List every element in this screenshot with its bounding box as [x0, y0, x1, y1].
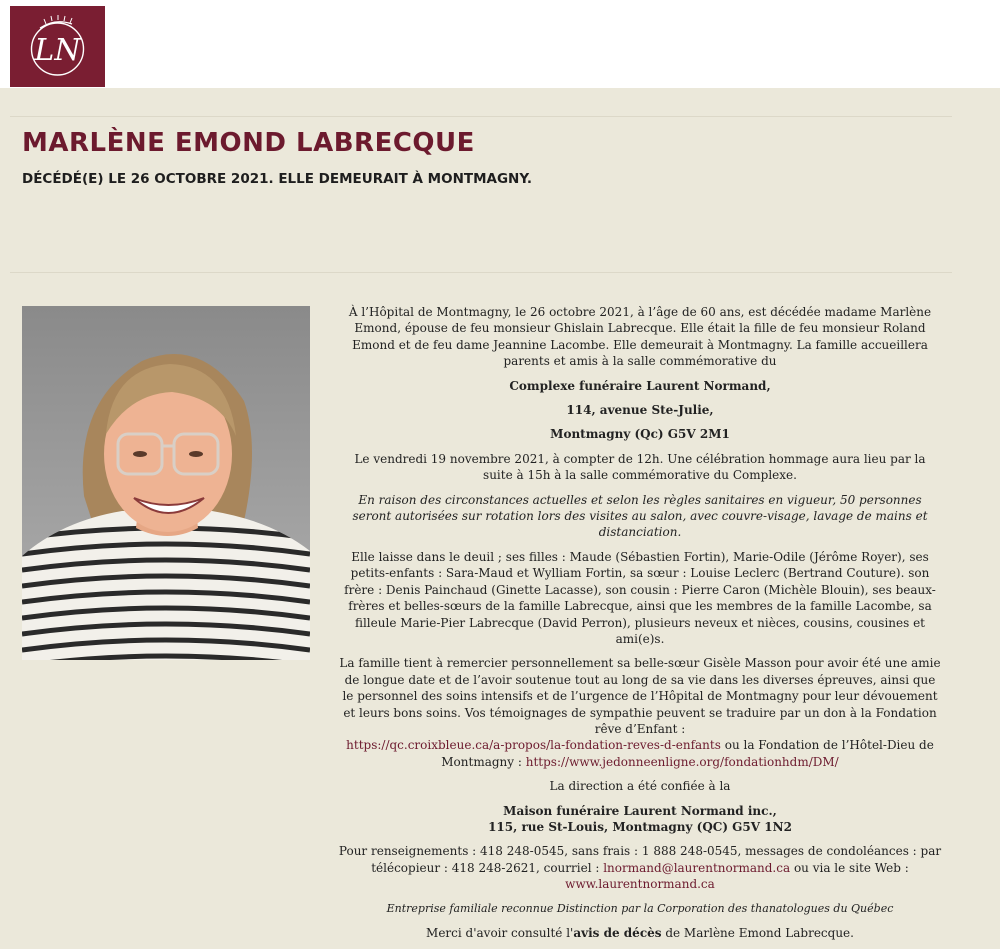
- funeral-home-block: [338, 803, 942, 836]
- donation-between-text: ou la Fondation de l’Hôtel-Dieu de Montmagny :: [441, 738, 934, 769]
- obituary-text: [338, 304, 942, 949]
- top-bar: [0, 0, 1000, 88]
- top-divider: [10, 116, 952, 117]
- contact-paragraph: [338, 843, 942, 892]
- thanks-text: La famille tient à remercier personnellement sa belle-sœur Gisèle Masson pour avoir été une amie de longue date et de l’avoir soutenue tout au long de sa vie dans les diverses épreuves, ainsi que le personnel des soins intensifs et de l’urgence de l’Hôpital de Montmagny pour leur dévouement et leurs bons soins. Vos témoignages de sympathie peuvent se traduire par un don à la Fondation rêve d’Enfant :: [339, 656, 941, 736]
- venue-city: Montmagny (Qc) G5V 2M1: [550, 427, 730, 442]
- deceased-name: MARLÈNE EMOND LABRECQUE: [22, 128, 475, 158]
- section-divider: [10, 272, 952, 273]
- distinction-text: Entreprise familiale reconnue Distinction par la Corporation des thanatologues du Québec: [386, 901, 894, 915]
- website-link[interactable]: www.laurentnormand.ca: [565, 877, 715, 892]
- deceased-photo: [22, 306, 310, 660]
- closing-prefix: Merci d'avoir consulté l': [426, 926, 574, 940]
- closing-paragraph: [338, 925, 942, 941]
- venue-street: 114, avenue Ste-Julie,: [566, 403, 714, 418]
- schedule-text: Le vendredi 19 novembre 2021, à compter de 12h. Une célébration hommage aura lieu par la suite à 15h à la salle commémorative du Complexe.: [354, 451, 926, 483]
- closing-bold: avis de décès: [573, 926, 662, 940]
- family-text: Elle laisse dans le deuil ; ses filles : Maude (Sébastien Fortin), Marie-Odile (Jérôme Royer), ses petits-enfants : Sara-Maud et Wylliam Fortin, sa sœur : Louise Leclerc (Bertrand Couture). son frère : Denis Painchaud (Ginette Lacasse), son cousin : Pierre Caron (Michèle Blouin), ses beaux-frères et belles-sœurs de la famille Labrecque, ainsi que les membres de la famille Lacombe, sa filleule Marie-Pier Labrecque (David Perron), plusieurs neveux et nièces, cousins, cousines et ami(e)s.: [344, 549, 936, 646]
- funeral-home-address: 115, rue St-Louis, Montmagny (QC) G5V 1N2: [488, 819, 792, 834]
- funeral-home-logo[interactable]: [10, 6, 105, 87]
- svg-text:LN: LN: [34, 33, 81, 68]
- donation-link-reves-enfants[interactable]: https://qc.croixbleue.ca/a-propos/la-fondation-reves-d-enfants: [346, 738, 721, 753]
- thanks-paragraph: [338, 655, 942, 770]
- funeral-home-name: Maison funéraire Laurent Normand inc.,: [503, 803, 777, 818]
- donation-link-fondation-hdm[interactable]: https://www.jedonneenligne.org/fondationhdm/DM/: [525, 754, 839, 769]
- deceased-subtitle: DÉCÉDÉ(E) LE 26 OCTOBRE 2021. ELLE DEMEURAIT À MONTMAGNY.: [22, 171, 533, 187]
- contact-text-2: ou via le site Web :: [790, 860, 909, 875]
- covid-notice: En raison des circonstances actuelles et selon les règles sanitaires en vigueur, 50 personnes seront autorisées sur rotation lors des visites au salon, avec couvre-visage, lavage de mains et distanciation.: [352, 492, 928, 540]
- contact-email-link[interactable]: lnormand@laurentnormand.ca: [603, 860, 791, 875]
- obituary-intro: À l’Hôpital de Montmagny, le 26 octobre 2021, à l’âge de 60 ans, est décédée madame Marlène Emond, épouse de feu monsieur Ghislain Labrecque. Elle était la fille de feu monsieur Roland Emond et de feu dame Jeannine Lacombe. Elle demeurait à Montmagny. La famille accueillera parents et amis à la salle commémorative du: [348, 305, 932, 369]
- venue-name: Complexe funéraire Laurent Normand,: [509, 378, 771, 393]
- closing-suffix: de Marlène Emond Labrecque.: [661, 926, 854, 940]
- direction-intro: La direction a été confiée à la: [549, 779, 731, 794]
- contact-text: Pour renseignements : 418 248-0545, sans frais : 1 888 248-0545, messages de condoléances : par télécopieur : 418 248-2621, courriel :: [338, 844, 942, 875]
